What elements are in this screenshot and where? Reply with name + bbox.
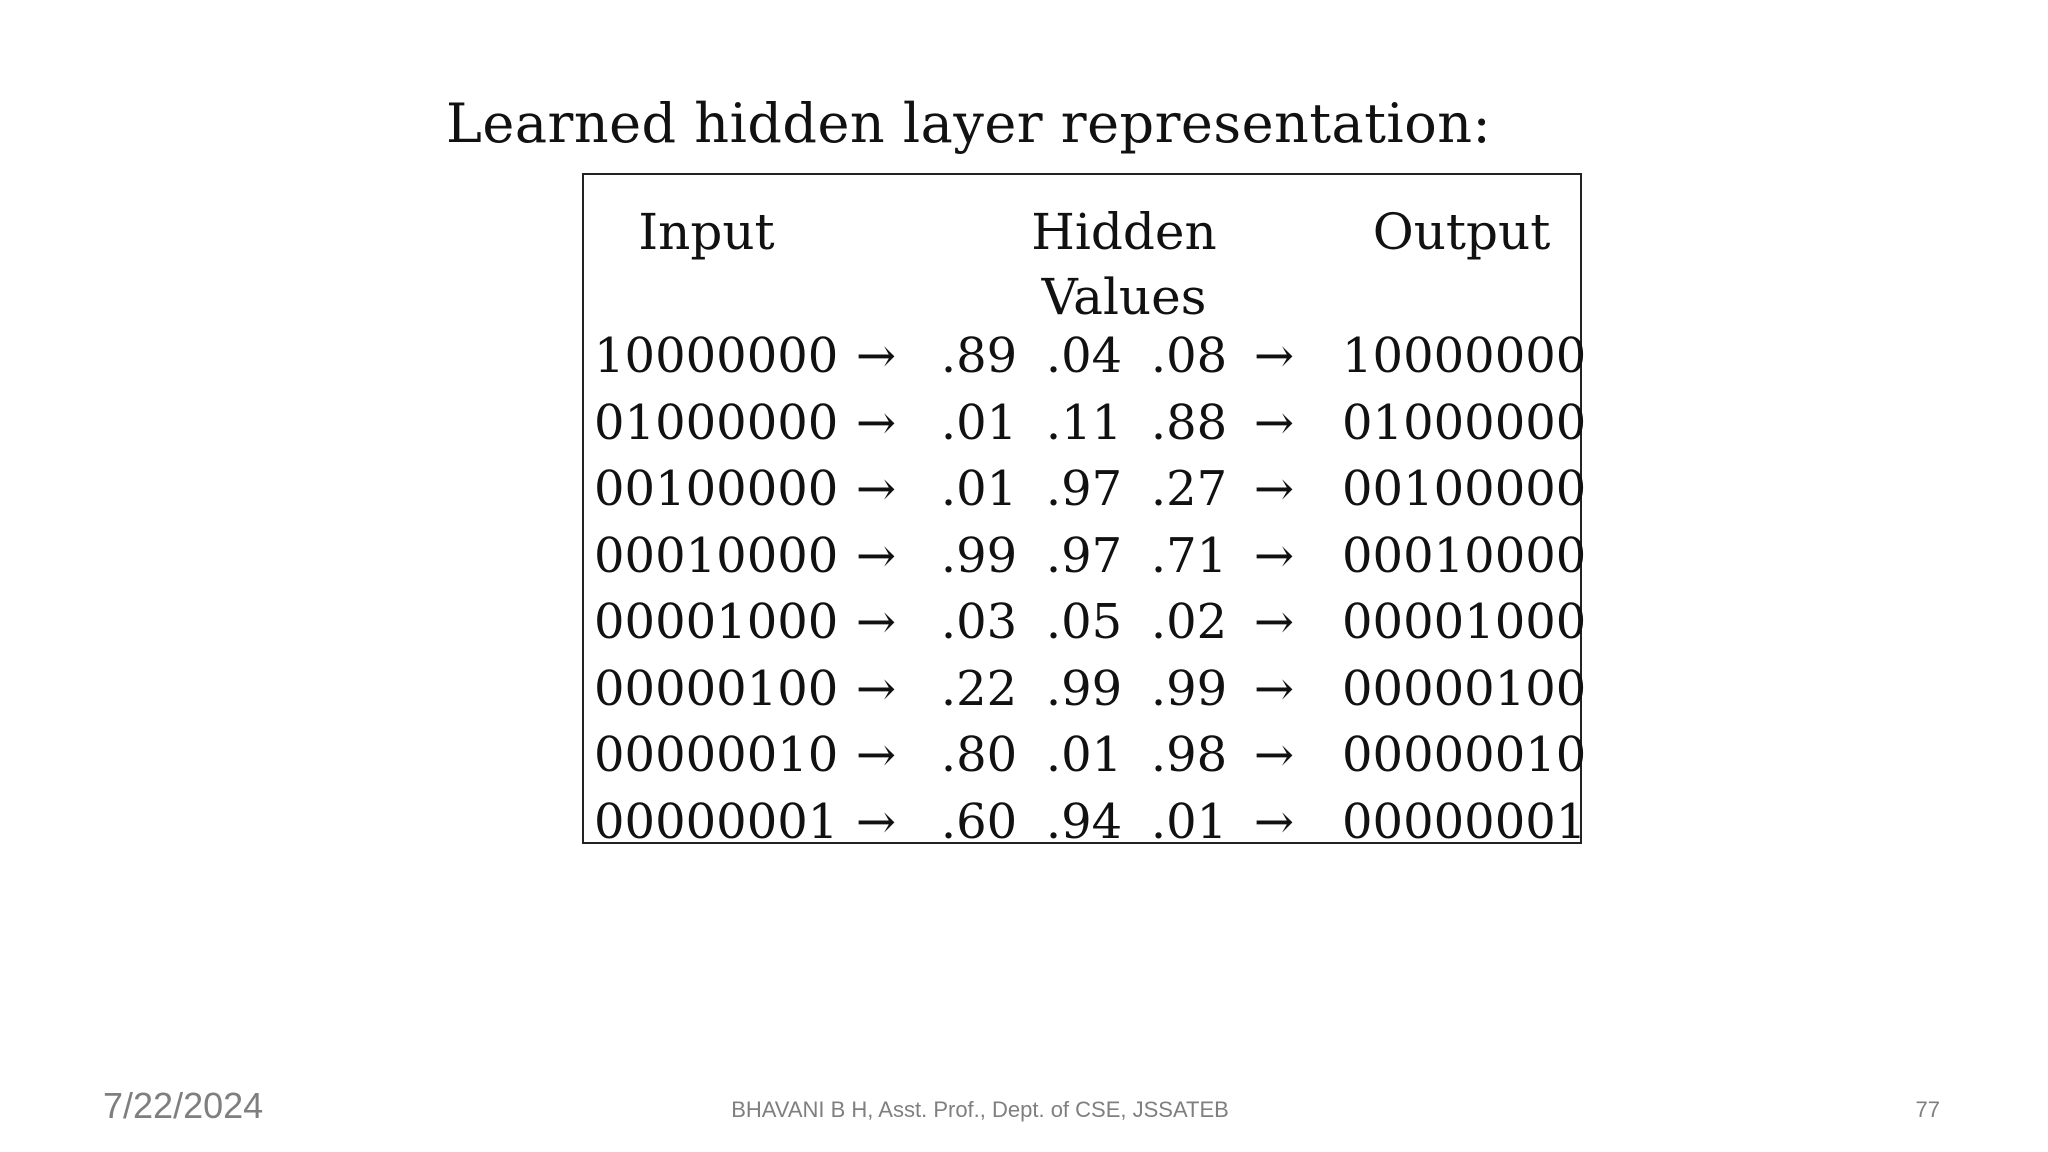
hidden-representation-table: [582, 173, 1587, 850]
arrow-right-icon: →: [1253, 461, 1295, 517]
hidden-value-1: .03: [940, 594, 1018, 650]
hidden-value-1: .01: [940, 394, 1018, 451]
hidden-value-1: .60: [940, 793, 1018, 850]
header-hidden: Hidden: [1031, 203, 1217, 261]
arrow-right-icon: →: [855, 793, 897, 850]
hidden-value-2: .97: [1045, 461, 1123, 517]
output-code: 10000000: [1342, 328, 1587, 384]
arrow-right-icon: →: [1253, 660, 1295, 717]
page-number: 77: [1915, 1097, 1940, 1122]
header-hidden-values: Values: [1041, 268, 1207, 326]
output-code: 00000010: [1342, 727, 1587, 783]
table-row: [584, 586, 1587, 652]
arrow-right-icon: →: [1253, 328, 1295, 384]
input-code: 00100000: [594, 461, 839, 517]
input-code: 00000100: [594, 660, 839, 717]
hidden-value-2: .94: [1045, 793, 1123, 850]
input-code: 01000000: [594, 394, 839, 451]
arrow-right-icon: →: [855, 394, 897, 451]
output-code: 01000000: [1342, 394, 1587, 451]
hidden-value-2: .01: [1045, 727, 1123, 783]
hidden-value-2: .05: [1045, 594, 1123, 650]
hidden-value-3: .08: [1150, 328, 1228, 384]
slide-title: Learned hidden layer representation:: [446, 92, 1492, 155]
arrow-right-icon: →: [1253, 793, 1295, 850]
hidden-value-2: .99: [1045, 660, 1123, 717]
output-code: 00000100: [1342, 660, 1587, 717]
arrow-right-icon: →: [855, 328, 897, 384]
arrow-right-icon: →: [855, 660, 897, 717]
arrow-right-icon: →: [1253, 727, 1295, 783]
hidden-value-2: .11: [1045, 394, 1123, 451]
arrow-right-icon: →: [855, 527, 897, 584]
hidden-value-3: .01: [1150, 793, 1228, 850]
input-code: 10000000: [594, 328, 839, 384]
footer-date: 7/22/2024: [103, 1085, 264, 1126]
arrow-right-icon: →: [855, 727, 897, 783]
input-code: 00000001: [594, 793, 839, 850]
hidden-value-1: .22: [940, 660, 1018, 717]
table-row: [584, 719, 1587, 785]
table-row: [584, 786, 1587, 852]
hidden-value-3: .88: [1150, 394, 1228, 451]
input-code: 00001000: [594, 594, 839, 650]
hidden-value-3: .02: [1150, 594, 1228, 650]
table-row: [584, 520, 1587, 586]
table-row: [584, 320, 1587, 386]
arrow-right-icon: →: [1253, 594, 1295, 650]
output-code: 00000001: [1342, 793, 1587, 850]
output-code: 00010000: [1342, 527, 1587, 584]
hidden-value-1: .01: [940, 461, 1018, 517]
hidden-value-1: .99: [940, 527, 1018, 584]
output-code: 00100000: [1342, 461, 1587, 517]
arrow-right-icon: →: [1253, 527, 1295, 584]
hidden-value-1: .80: [940, 727, 1018, 783]
hidden-value-1: .89: [940, 328, 1018, 384]
hidden-value-2: .04: [1045, 328, 1123, 384]
hidden-value-3: .98: [1150, 727, 1228, 783]
footer-author: BHAVANI B H, Asst. Prof., Dept. of CSE, JSSATEB: [731, 1097, 1229, 1122]
arrow-right-icon: →: [855, 461, 897, 517]
hidden-value-3: .99: [1150, 660, 1228, 717]
table-row: [584, 453, 1587, 519]
header-output: Output: [1372, 203, 1551, 261]
input-code: 00000010: [594, 727, 839, 783]
table-row: [584, 653, 1587, 719]
output-code: 00001000: [1342, 594, 1587, 650]
arrow-right-icon: →: [855, 594, 897, 650]
hidden-value-3: .27: [1150, 461, 1228, 517]
header-input: Input: [638, 203, 775, 261]
table-row: [584, 387, 1587, 453]
arrow-right-icon: →: [1253, 394, 1295, 451]
input-code: 00010000: [594, 527, 839, 584]
hidden-value-2: .97: [1045, 527, 1123, 584]
hidden-value-3: .71: [1150, 527, 1228, 584]
